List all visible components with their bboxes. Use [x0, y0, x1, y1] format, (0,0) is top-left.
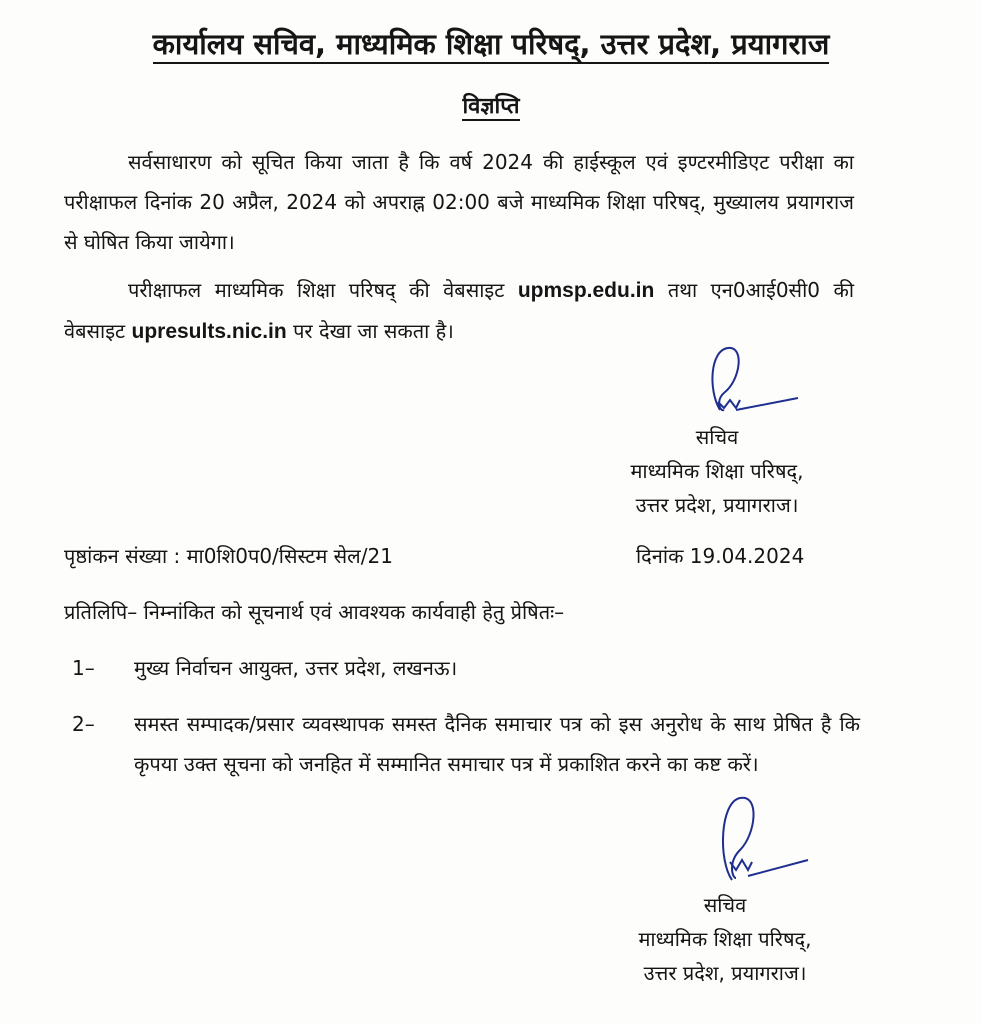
- website-text-2: तथा एन0आई0सी0 की वेबसाइट: [64, 278, 855, 343]
- reference-date: दिनांक 19.04.2024: [636, 544, 805, 568]
- website-link-upmsp: upmsp.edu.in: [517, 279, 655, 302]
- list-item-number: 2–: [72, 712, 95, 736]
- reference-row: [64, 540, 864, 572]
- office-heading: [0, 26, 982, 62]
- website-text-1: परीक्षाफल माध्यमिक शिक्षा परिषद् की वेबसाइट: [128, 278, 505, 302]
- signature-block-2: [590, 888, 860, 990]
- list-item-text: समस्त सम्पादक/प्रसार व्यवस्थापक समस्त दैनिक समाचार पत्र को इस अनुरोध के साथ प्रेषित है कि कृपया उक्त सूचना को जनहित में सम्मानित समाचार पत्र में प्रकाशित करने का कष्ट करें।: [134, 712, 860, 776]
- notice-title-text: विज्ञप्ति: [462, 94, 520, 119]
- signatory-designation: सचिव: [695, 425, 739, 449]
- list-item-number: 1–: [72, 656, 95, 680]
- signature-mark-2: [704, 790, 824, 900]
- office-heading-text: कार्यालय सचिव, माध्यमिक शिक्षा परिषद्, उत्तर प्रदेश, प्रयागराज: [153, 27, 830, 64]
- copy-to-intro: प्रतिलिपि– निम्नांकित को सूचनार्थ एवं आवश्यक कार्यवाही हेतु प्रेषितः–: [64, 600, 565, 624]
- notice-title: [0, 92, 982, 122]
- signature-block-1: [582, 420, 852, 522]
- announcement-paragraph: [64, 142, 854, 262]
- signatory-designation: सचिव: [703, 893, 747, 917]
- website-text-3: पर देखा जा सकता है।: [293, 319, 454, 343]
- signatory-place: उत्तर प्रदेश, प्रयागराज।: [643, 961, 807, 985]
- signature-mark-1: [690, 340, 810, 430]
- signatory-org: माध्यमिक शिक्षा परिषद्,: [630, 459, 804, 483]
- signatory-place: उत्तर प्रदेश, प्रयागराज।: [635, 493, 799, 517]
- website-link-nic: upresults.nic.in: [131, 320, 287, 343]
- list-item-text: मुख्य निर्वाचन आयुक्त, उत्तर प्रदेश, लखनऊ।: [134, 656, 458, 680]
- announcement-text: सर्वसाधारण को सूचित किया जाता है कि वर्ष 2024 की हाईस्कूल एवं इण्टरमीडिएट परीक्षा का परीक्षाफल दिनांक 20 अप्रैल, 2024 को अपराह्न 02:00 बजे माध्यमिक शिक्षा परिषद्, मुख्यालय प्रयागराज से घोषित किया जायेगा।: [64, 150, 854, 254]
- signatory-org: माध्यमिक शिक्षा परिषद्,: [638, 927, 812, 951]
- reference-number: पृष्ठांकन संख्या : मा0शि0प0/सिस्टम सेल/21: [64, 544, 393, 568]
